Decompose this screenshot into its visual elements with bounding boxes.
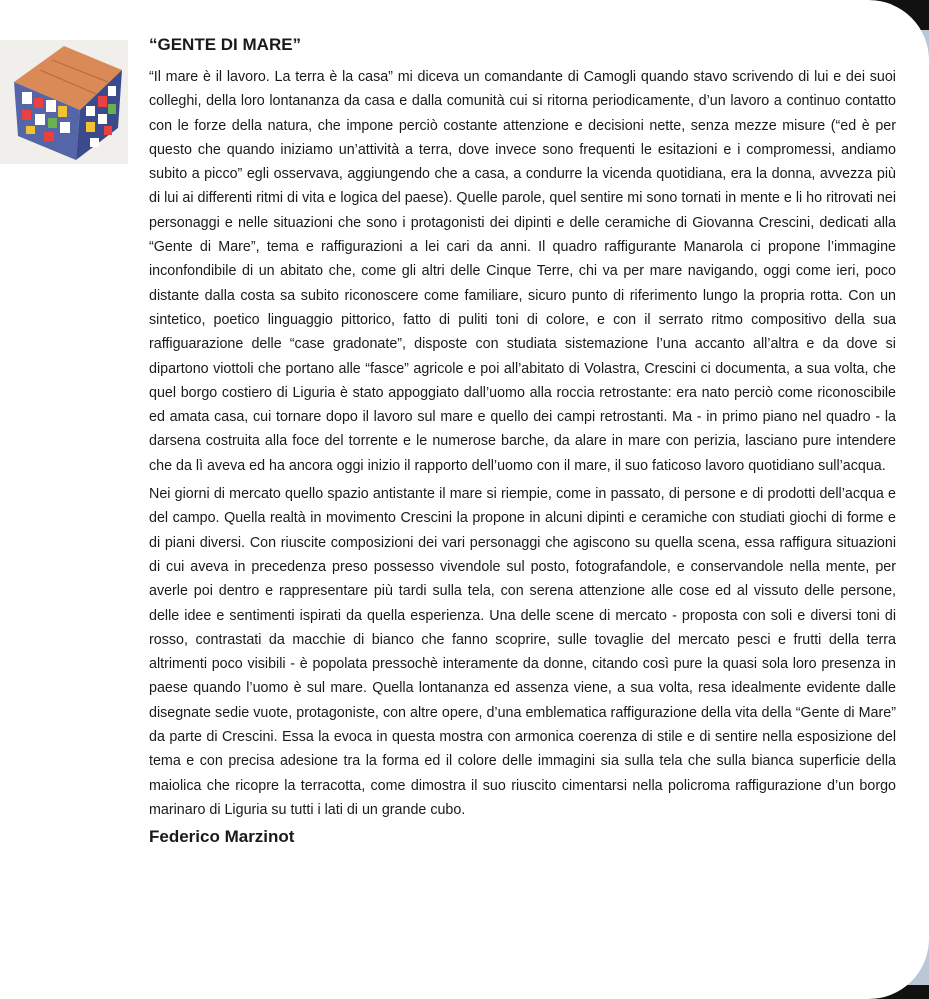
article-title: “GENTE DI MARE” <box>149 35 302 54</box>
ceramic-cube-icon <box>0 40 128 164</box>
article-paragraph: Nei giorni di mercato quello spazio antistante il mare si riempie, come in passato, di persone e di prodotti dell’acqua e del campo. Quella realtà in movimento Crescini la propone in alcuni dipinti e ceramiche con studiati giochi di forme e di piani diversi. Con riuscite composizioni dei vari personaggi che agiscono su quella scena, essa raffigura situazioni di cui aveva in precedenza preso possesso vivendole sul posto, fotografandole, e conservandole nella mente, per averle poi dentro e rappresentare più tardi sulla tela, con serena attenzione alle cose ed al vissuto delle persone, delle idee e sentimenti ispirati da quella esperienza. Una delle scene di mercato - proposta con soli e diversi toni di rosso, contrastati da macchie di bianco che fanno scoprire, sulle tovaglie del mercato pesci e frutti della terra altrimenti poco visibili - è popolata pressochè interamente da donne, citando così pure la quasi sola loro presenza in paese quando l’uomo è sul mare. Quella lontananza ed assenza viene, a sua volta, resa idealmente evidente dalle disegnate sedie vuote, protagoniste, con altre opere, d’una emblematica raffigurazione della vita della “Gente di Mare” da parte di Crescini. Essa la evoca in questa mostra con armonica coerenza di stile e di sentire nella esposizione del tema e con precisa adesione tra la forma ed il colore delle immagini sia sulla tela che sulla bianca superficie della maiolica che ricopre la terracotta, come dimostra il suo riuscito cimentarsi nella policroma raffigurazione d’un borgo marinaro di Liguria su tutti i lati di un grande cubo. <box>149 486 896 818</box>
article-paragraph: “Il mare è il lavoro. La terra è la casa” mi diceva un comandante di Camogli quando stavo scrivendo di lui e dei suoi colleghi, della loro lontananza da casa e dalla comunità cui si ritorna periodicamente, d’un lavoro a continuo contatto con le forze della natura, che impone perciò costante attenzione e decisioni nette, senza mezze misure (“ed è per questo che quando iniziamo un’attività a terra, dove invece sono frequenti le esitazioni e i compromessi, andiamo subito a picco” egli osservava, aggiungendo che a casa, a condurre la vicenda quotidiana, era la donna, avvezza più di lui ai differenti ritmi di vita e logica del paese). Quelle parole, quel sentire mi sono tornati in mente e li ho ritrovati nei personaggi e nelle situazioni che sono i protagonisti dei dipinti e delle ceramiche di Giovanna Crescini, dedicati alla “Gente di Mare”, tema e raffigurazioni a lei cari da anni. Il quadro raffigurante Manarola ci propone l’immagine inconfondibile di un abitato che, come gli altri delle Cinque Terre, chi va per mare navigando, oggi come ieri, poco distante dalla costa sa subito riconoscere come familiare, sicuro punto di riferimento lungo la propria rotta. Con un sintetico, poetico linguaggio pittorico, fatto di puliti toni di colore, e con il serrato ritmo compositivo della sua raffiguarazione delle “case gradonate”, disposte con studiata sistemazione l’una accanto all’altra e da dove si dipartono viottoli che portano alle “fasce” agricole e poi all’abitato di Volastra, Crescini ci documenta, a sua volta, che quel borgo costiero di Liguria è stato appoggiato dall’uomo alla roccia retrostante: era nato perciò come riconoscibile ed amata casa, cui tornare dopo il lavoro sul mare e quello dei campi retrostanti. Ma - in primo piano nel quadro - la darsena costruita alla foce del torrente e le numerose barche, da alare in mare con perizia, lasciano pure intendere che da lì aveva ed ha ancora oggi inizio il rapporto dell’uomo con il mare, il suo faticoso lavoro quotidiano sull’acqua. <box>149 69 896 474</box>
article <box>149 34 896 848</box>
article-author: Federico Marzinot <box>149 827 295 847</box>
ceramic-cube-image <box>0 40 128 164</box>
